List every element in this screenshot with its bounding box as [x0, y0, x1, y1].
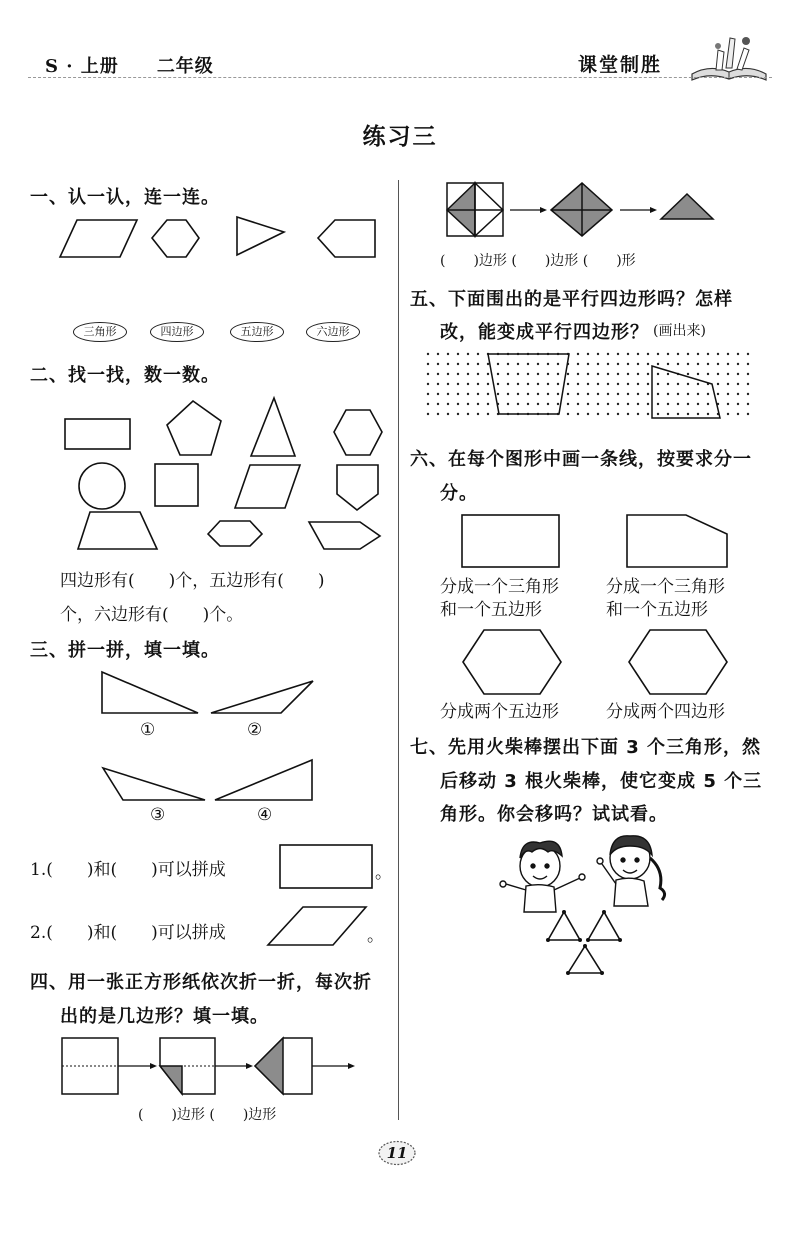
- grid-dot: [437, 383, 439, 385]
- grid-dot: [427, 353, 429, 355]
- grid-dot: [537, 393, 539, 395]
- q3-rectangle: [280, 845, 372, 888]
- grid-dot: [637, 383, 639, 385]
- grid-dot: [717, 373, 719, 375]
- grid-dot: [467, 353, 469, 355]
- q6-hexagon-2: [629, 630, 727, 694]
- grid-dot: [447, 363, 449, 365]
- grid-dot: [687, 363, 689, 365]
- q4-folding-continued: [447, 183, 713, 236]
- grid-dot: [437, 363, 439, 365]
- grid-dot: [457, 363, 459, 365]
- grid-dot: [567, 393, 569, 395]
- grid-dot: [657, 353, 659, 355]
- grid-dot: [677, 403, 679, 405]
- grid-dot: [587, 383, 589, 385]
- grid-dot: [527, 383, 529, 385]
- q4-heading-line-1: 四、用一张正方形纸依次折一折，每次折: [30, 972, 372, 993]
- grid-dot: [637, 363, 639, 365]
- grid-dot: [727, 393, 729, 395]
- grid-dot: [507, 363, 509, 365]
- q4-heading-line-2: 出的是几边形？填一填。: [60, 1006, 269, 1027]
- grid-dot: [647, 373, 649, 375]
- grid-dot: [427, 413, 429, 415]
- q6-caption-2b: 和一个五边形: [606, 600, 708, 620]
- grid-dot: [527, 373, 529, 375]
- grid-dot: [527, 393, 529, 395]
- page-title: 练习三: [362, 124, 438, 150]
- q1-parallelogram: [60, 220, 137, 257]
- grid-dot: [487, 393, 489, 395]
- grid-dot: [717, 353, 719, 355]
- grid-dot: [587, 353, 589, 355]
- grid-dot: [607, 363, 609, 365]
- grid-dot: [597, 363, 599, 365]
- grid-dot: [707, 403, 709, 405]
- grid-dot: [497, 363, 499, 365]
- grid-dot: [667, 373, 669, 375]
- grid-dot: [557, 363, 559, 365]
- grid-dot: [427, 363, 429, 365]
- q2-rectangle: [65, 419, 130, 449]
- grid-dot: [657, 363, 659, 365]
- q6-hexagon-1: [463, 630, 561, 694]
- q3-triangle-2: [211, 681, 313, 713]
- q2-arrow-pentagon: [309, 522, 380, 549]
- grid-dot: [427, 383, 429, 385]
- grid-dot: [717, 383, 719, 385]
- grid-dot: [677, 363, 679, 365]
- grid-dot: [517, 393, 519, 395]
- grid-dot: [577, 393, 579, 395]
- grid-dot: [617, 363, 619, 365]
- grid-dot: [707, 373, 709, 375]
- grid-dot: [637, 393, 639, 395]
- grid-dot: [727, 413, 729, 415]
- grid-dot: [647, 393, 649, 395]
- grid-dot: [557, 393, 559, 395]
- grid-dot: [587, 413, 589, 415]
- grid-dot: [517, 383, 519, 385]
- grid-dot: [577, 413, 579, 415]
- grid-dot: [477, 363, 479, 365]
- grid-dot: [627, 413, 629, 415]
- series-label: S · 上册: [45, 56, 119, 77]
- grid-dot: [667, 383, 669, 385]
- kids-illustration-icon: [500, 836, 665, 912]
- grid-dot: [467, 403, 469, 405]
- q2-heading: 二、找一找，数一数。: [30, 365, 220, 386]
- grid-dot: [597, 403, 599, 405]
- q4-folding: [62, 1038, 355, 1094]
- q1-triangle: [237, 217, 284, 255]
- grid-dot: [747, 363, 749, 365]
- grid-dot: [627, 393, 629, 395]
- grid-dot: [617, 403, 619, 405]
- q6-rectangle: [462, 515, 559, 567]
- q1-pentagon: [318, 220, 375, 257]
- grid-dot: [597, 373, 599, 375]
- grid-dot: [567, 383, 569, 385]
- grid-dot: [617, 353, 619, 355]
- grid-dot: [497, 373, 499, 375]
- q2-pentagon: [167, 401, 221, 455]
- grid-dot: [637, 353, 639, 355]
- grid-dot: [667, 363, 669, 365]
- grid-dot: [727, 353, 729, 355]
- grid-dot: [667, 413, 669, 415]
- q7-line-2: 后移动 3 根火柴棒，使它变成 5 个三: [440, 771, 763, 792]
- grid-dot: [527, 403, 529, 405]
- grid-dot: [427, 373, 429, 375]
- grid-dot: [747, 403, 749, 405]
- grid-dot: [477, 373, 479, 375]
- q3-triangle-1: [102, 672, 198, 713]
- grid-dot: [537, 403, 539, 405]
- grid-dot: [697, 373, 699, 375]
- q4-fill-left[interactable]: ( )边形 ( )边形: [138, 1107, 277, 1123]
- grid-dot: [467, 363, 469, 365]
- grid-dot: [447, 373, 449, 375]
- grid-dot: [607, 393, 609, 395]
- grid-dot: [457, 383, 459, 385]
- q4-fill-right[interactable]: ( )边形 ( )边形 ( )形: [440, 253, 636, 269]
- grid-dot: [457, 393, 459, 395]
- grid-dot: [637, 413, 639, 415]
- grid-dot: [487, 403, 489, 405]
- grid-dot: [447, 383, 449, 385]
- q3-item-2[interactable]: 2.( )和( )可以拼成: [30, 923, 226, 943]
- grid-dot: [437, 413, 439, 415]
- q1-heading: 一、认一认，连一连。: [30, 187, 220, 208]
- grid-dot: [597, 413, 599, 415]
- q7-line-3: 角形。你会移吗？试试看。: [440, 804, 668, 825]
- grid-dot: [627, 353, 629, 355]
- grid-dot: [557, 373, 559, 375]
- q6-pentagon: [627, 515, 727, 567]
- grid-dot: [677, 383, 679, 385]
- grid-dot: [617, 413, 619, 415]
- grid-dot: [717, 393, 719, 395]
- grid-dot: [587, 403, 589, 405]
- grid-dot: [637, 373, 639, 375]
- q6-caption-4: 分成两个四边形: [606, 702, 725, 722]
- q3-label-3: ③: [150, 805, 166, 825]
- grid-dot: [457, 413, 459, 415]
- grade-label: 二年级: [156, 56, 214, 77]
- grid-dot: [697, 383, 699, 385]
- grid-dot: [707, 363, 709, 365]
- grid-dot: [477, 353, 479, 355]
- grid-dot: [727, 383, 729, 385]
- grid-dot: [697, 353, 699, 355]
- grid-dot: [517, 363, 519, 365]
- q2-parallelogram: [235, 465, 300, 508]
- grid-dot: [597, 353, 599, 355]
- grid-dot: [607, 383, 609, 385]
- grid-dot: [747, 353, 749, 355]
- grid-dot: [467, 393, 469, 395]
- q3-label-1: ①: [140, 720, 156, 740]
- grid-dot: [647, 363, 649, 365]
- grid-dot: [617, 383, 619, 385]
- grid-dot: [747, 383, 749, 385]
- q3-item-1-period: 。: [375, 863, 392, 883]
- grid-dot: [647, 353, 649, 355]
- grid-dot: [657, 373, 659, 375]
- grid-dot: [557, 383, 559, 385]
- grid-dot: [607, 403, 609, 405]
- grid-dot: [497, 393, 499, 395]
- grid-dot: [557, 403, 559, 405]
- grid-dot: [677, 413, 679, 415]
- grid-dot: [737, 403, 739, 405]
- q3-label-4: ④: [257, 805, 273, 825]
- grid-dot: [687, 383, 689, 385]
- grid-dot: [637, 403, 639, 405]
- q1-label-quadrilateral[interactable]: 四边形: [150, 322, 204, 342]
- grid-dot: [427, 403, 429, 405]
- grid-dot: [597, 393, 599, 395]
- grid-dot: [667, 353, 669, 355]
- grid-dot: [607, 353, 609, 355]
- grid-dot: [507, 393, 509, 395]
- grid-dot: [587, 373, 589, 375]
- grid-dot: [447, 403, 449, 405]
- grid-dot: [647, 383, 649, 385]
- grid-dot: [747, 373, 749, 375]
- grid-dot: [497, 383, 499, 385]
- q6-heading-line-1: 六、在每个图形中画一条线，按要求分一: [410, 449, 752, 470]
- grid-dot: [657, 383, 659, 385]
- grid-dot: [587, 393, 589, 395]
- q6-heading-line-2: 分。: [440, 483, 478, 504]
- grid-dot: [487, 373, 489, 375]
- grid-dot: [487, 363, 489, 365]
- q2-triangle: [251, 398, 295, 456]
- q2-trapezoid: [78, 512, 157, 549]
- grid-dot: [567, 373, 569, 375]
- grid-dot: [687, 353, 689, 355]
- grid-dot: [467, 413, 469, 415]
- grid-dot: [577, 363, 579, 365]
- grid-dot: [537, 363, 539, 365]
- grid-dot: [537, 383, 539, 385]
- grid-dot: [747, 393, 749, 395]
- q1-hexagon: [152, 220, 199, 257]
- grid-dot: [567, 403, 569, 405]
- grid-dot: [447, 393, 449, 395]
- q7-match-triangles: [548, 912, 620, 973]
- q5-heading-line-2: 改，能变成平行四边形？: [440, 322, 649, 343]
- grid-dot: [677, 393, 679, 395]
- q5-dot-grid: [427, 353, 749, 415]
- grid-dot: [577, 383, 579, 385]
- grid-dot: [617, 393, 619, 395]
- grid-dot: [577, 353, 579, 355]
- q5-quadrilateral: [652, 366, 720, 418]
- grid-dot: [737, 413, 739, 415]
- grid-dot: [717, 363, 719, 365]
- q1-label-triangle[interactable]: 三角形: [73, 322, 127, 342]
- grid-dot: [457, 373, 459, 375]
- grid-dot: [447, 353, 449, 355]
- grid-dot: [727, 403, 729, 405]
- grid-dot: [487, 383, 489, 385]
- grid-dot: [467, 383, 469, 385]
- grid-dot: [547, 363, 549, 365]
- q3-heading: 三、拼一拼，填一填。: [30, 640, 220, 661]
- q6-caption-3: 分成两个五边形: [440, 702, 559, 722]
- q3-item-2-period: 。: [367, 926, 384, 946]
- grid-dot: [597, 383, 599, 385]
- grid-dot: [657, 393, 659, 395]
- grid-dot: [687, 393, 689, 395]
- q2-flat-hexagon: [208, 521, 262, 546]
- grid-dot: [697, 413, 699, 415]
- grid-dot: [647, 413, 649, 415]
- grid-dot: [737, 383, 739, 385]
- grid-dot: [687, 373, 689, 375]
- grid-dot: [457, 403, 459, 405]
- q2-answer-line-1[interactable]: 四边形有( )个，五边形有( ): [60, 571, 325, 591]
- grid-dot: [697, 403, 699, 405]
- grid-dot: [587, 363, 589, 365]
- grid-dot: [577, 403, 579, 405]
- grid-dot: [507, 403, 509, 405]
- grid-dot: [507, 373, 509, 375]
- grid-dot: [657, 413, 659, 415]
- grid-dot: [697, 393, 699, 395]
- grid-dot: [437, 353, 439, 355]
- q6-caption-1a: 分成一个三角形: [440, 577, 559, 597]
- grid-dot: [457, 353, 459, 355]
- grid-dot: [737, 363, 739, 365]
- grid-dot: [437, 373, 439, 375]
- q5-note: (画出来): [653, 323, 706, 339]
- q6-caption-2a: 分成一个三角形: [606, 577, 725, 597]
- grid-dot: [727, 373, 729, 375]
- q3-item-1[interactable]: 1.( )和( )可以拼成: [30, 860, 226, 880]
- q1-label-pentagon[interactable]: 五边形: [230, 322, 284, 342]
- grid-dot: [627, 363, 629, 365]
- q7-line-1: 七、先用火柴棒摆出下面 3 个三角形，然: [410, 737, 762, 758]
- grid-dot: [517, 403, 519, 405]
- grid-dot: [467, 373, 469, 375]
- grid-dot: [747, 413, 749, 415]
- grid-dot: [697, 363, 699, 365]
- q2-hexagon: [334, 410, 382, 455]
- q3-parallelogram: [268, 907, 366, 945]
- grid-dot: [617, 373, 619, 375]
- grid-dot: [607, 413, 609, 415]
- grid-dot: [707, 413, 709, 415]
- grid-dot: [547, 393, 549, 395]
- grid-dot: [607, 373, 609, 375]
- grid-dot: [677, 353, 679, 355]
- page-number-text: 11: [386, 1144, 408, 1162]
- q2-house-pentagon: [337, 465, 378, 510]
- q1-label-hexagon[interactable]: 六边形: [306, 322, 360, 342]
- grid-dot: [737, 353, 739, 355]
- grid-dot: [577, 373, 579, 375]
- grid-dot: [627, 373, 629, 375]
- grid-dot: [647, 403, 649, 405]
- q2-circle: [79, 463, 125, 509]
- grid-dot: [447, 413, 449, 415]
- grid-dot: [687, 403, 689, 405]
- grid-dot: [477, 383, 479, 385]
- grid-dot: [547, 383, 549, 385]
- grid-dot: [437, 403, 439, 405]
- grid-dot: [547, 373, 549, 375]
- grid-dot: [707, 353, 709, 355]
- page-number: [377, 1140, 417, 1166]
- grid-dot: [727, 363, 729, 365]
- grid-dot: [657, 403, 659, 405]
- grid-dot: [437, 393, 439, 395]
- grid-dot: [737, 393, 739, 395]
- grid-dot: [547, 403, 549, 405]
- q5-heading-line-1: 五、下面围出的是平行四边形吗？怎样: [410, 289, 733, 310]
- grid-dot: [667, 403, 669, 405]
- grid-dot: [477, 393, 479, 395]
- q6-caption-1b: 和一个五边形: [440, 600, 542, 620]
- grid-dot: [517, 373, 519, 375]
- grid-dot: [507, 383, 509, 385]
- grid-dot: [627, 383, 629, 385]
- grid-dot: [627, 403, 629, 405]
- grid-dot: [537, 373, 539, 375]
- q3-label-2: ②: [247, 720, 263, 740]
- grid-dot: [477, 403, 479, 405]
- brand-label: 课堂制胜: [578, 54, 663, 76]
- grid-dot: [527, 363, 529, 365]
- grid-dot: [427, 393, 429, 395]
- grid-dot: [707, 393, 709, 395]
- q3-triangle-4: [215, 760, 312, 800]
- grid-dot: [667, 393, 669, 395]
- q2-answer-line-2[interactable]: 个，六边形有( )个。: [60, 605, 244, 625]
- grid-dot: [477, 413, 479, 415]
- q2-square: [155, 464, 198, 506]
- grid-dot: [737, 373, 739, 375]
- grid-dot: [687, 413, 689, 415]
- grid-dot: [567, 413, 569, 415]
- grid-dot: [487, 413, 489, 415]
- q3-triangle-3: [103, 768, 205, 800]
